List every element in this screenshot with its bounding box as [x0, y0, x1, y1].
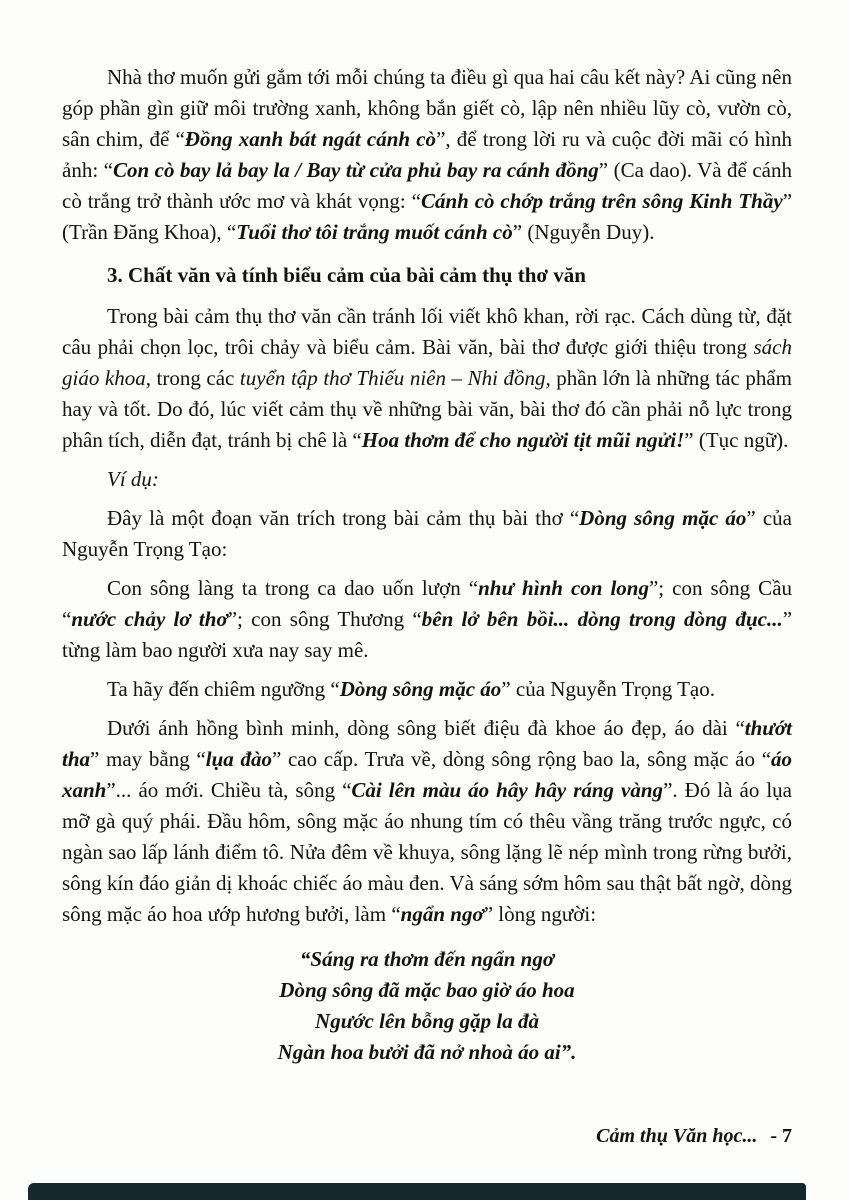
text-run: 3. Chất văn và tính biểu cảm của bài cảm thụ thơ văn: [107, 263, 586, 287]
text-run: Ta hãy đến chiêm ngưỡng “: [107, 677, 340, 701]
text-run: ” cao cấp. Trưa về, dòng sông rộng bao la, sông mặc áo “: [271, 747, 772, 771]
text-run: Ví dụ:: [107, 467, 159, 491]
paragraph: [62, 713, 792, 930]
text-run: Đây là một đoạn văn trích trong bài cảm thụ bài thơ “: [107, 506, 580, 530]
text-run: Con cò bay lả bay la / Bay từ cửa phủ bay ra cánh đồng: [112, 158, 599, 182]
text-run: , trong các: [145, 366, 240, 390]
text-run: ”, để trong lời ru và cuộc đời mãi có hình ảnh: “: [62, 127, 792, 182]
text-run: như hình con long: [478, 576, 649, 600]
text-run: nước chảy lơ thơ: [71, 607, 228, 631]
text-run: ” lòng người:: [483, 902, 597, 926]
text-run: ” của Nguyễn Trọng Tạo.: [501, 677, 715, 701]
text-run: Tuổi thơ tôi trắng muốt cánh cò: [236, 220, 513, 244]
text-run: ”; con sông Cầu “: [62, 576, 793, 631]
text-run: ” (Ca dao). Và để cánh cò trắng trở thành ước mơ và khát vọng: “: [62, 158, 792, 213]
text-run: ” (Nguyễn Duy).: [512, 220, 655, 244]
paragraph: [62, 301, 792, 456]
poem-line: Ngước lên bỗng gặp la đà: [315, 1009, 539, 1033]
scan-edge-bottom: [28, 1183, 806, 1200]
text-run: Cánh cò chớp trắng trên sông Kinh Thầy: [420, 189, 783, 213]
section-heading: [62, 260, 792, 291]
paragraph: [62, 62, 792, 248]
text-run: Dòng sông mặc áo: [339, 677, 502, 701]
text-run: ” của Nguyễn Trọng Tạo:: [62, 506, 792, 561]
text-run: Dưới ánh hồng bình minh, dòng sông biết điệu đà khoe áo đẹp, áo dài “: [107, 716, 745, 740]
text-run: thướt tha: [62, 716, 792, 771]
text-run: tuyển tập thơ Thiếu niên – Nhi đồng,: [239, 366, 551, 390]
text-run: ngẩn ngơ: [400, 902, 484, 926]
text-run: áo xanh: [62, 747, 793, 802]
text-run: ” (Tục ngữ).: [684, 428, 789, 452]
poem: [62, 944, 792, 1068]
poem-line: Ngàn hoa bưởi đã nở nhoà áo ai”.: [277, 1040, 577, 1064]
page-footer: [596, 1125, 792, 1148]
text-run: ” may bằng “: [90, 747, 206, 771]
text-run: ”. Đó là áo lụa mỡ gà quý phái. Đầu hôm, sông mặc áo nhung tím có thêu vầng trăng trước ngực, có ngàn sao lấp lánh điểm tô. Nửa đêm về khuya, sông lặng lẽ nép mình trong rừng bưởi, sông kín đáo giản dị khoác chiếc áo màu đen. Và sáng sớm hôm sau thật bất ngờ, dòng sông mặc áo hoa ướp hương bưởi, làm “: [62, 778, 792, 926]
text-run: ” (Trần Đăng Khoa), “: [62, 189, 793, 244]
text-run: phần lớn là những tác phẩm hay và tốt. Do đó, lúc viết cảm thụ về những bài văn, bài thơ đó cần phải nỗ lực trong phân tích, diễn đạt, tránh bị chê là “: [62, 366, 793, 452]
text-run: lụa đào: [205, 747, 272, 771]
text-run: Con sông làng ta trong ca dao uốn lượn “: [107, 576, 479, 600]
footer-page-number: - 7: [770, 1125, 792, 1147]
text-run: Cài lên màu áo hây hây ráng vàng: [351, 778, 664, 802]
text-run: Trong bài cảm thụ thơ văn cần tránh lối viết khô khan, rời rạc. Cách dùng từ, đặt câu phải chọn lọc, trôi chảy và biểu cảm. Bài văn, bài thơ được giới thiệu trong: [62, 304, 792, 359]
text-run: ”... áo mới. Chiều tà, sông “: [106, 778, 352, 802]
page-content: [62, 62, 792, 1068]
text-run: Dòng sông mặc áo: [579, 506, 747, 530]
text-run: ” từng làm bao người xưa nay say mê.: [62, 607, 793, 662]
paragraph: [62, 503, 792, 565]
text-run: Nhà thơ muốn gửi gắm tới mỗi chúng ta điều gì qua hai câu kết này? Ai cũng nên góp phần gìn giữ môi trường xanh, không bắn giết cò, lập nên nhiều lũy cò, vườn cò, sân chim, để “: [62, 65, 792, 151]
poem-line: “Sáng ra thơm đến ngẩn ngơ: [299, 947, 555, 971]
paragraph: [62, 464, 792, 495]
text-run: bên lở bên bồi... dòng trong dòng đục...: [421, 607, 783, 631]
paragraph: [62, 573, 792, 666]
text-run: Hoa thơm để cho người tịt mũi ngửi!: [361, 428, 685, 452]
poem-line: Dòng sông đã mặc bao giờ áo hoa: [279, 978, 575, 1002]
paragraph: [62, 674, 792, 705]
text-run: sách giáo khoa: [62, 335, 792, 390]
text-run: ”; con sông Thương “: [227, 607, 422, 631]
footer-book-title: Cảm thụ Văn học...: [596, 1125, 758, 1147]
text-run: Đồng xanh bát ngát cánh cò: [184, 127, 437, 151]
